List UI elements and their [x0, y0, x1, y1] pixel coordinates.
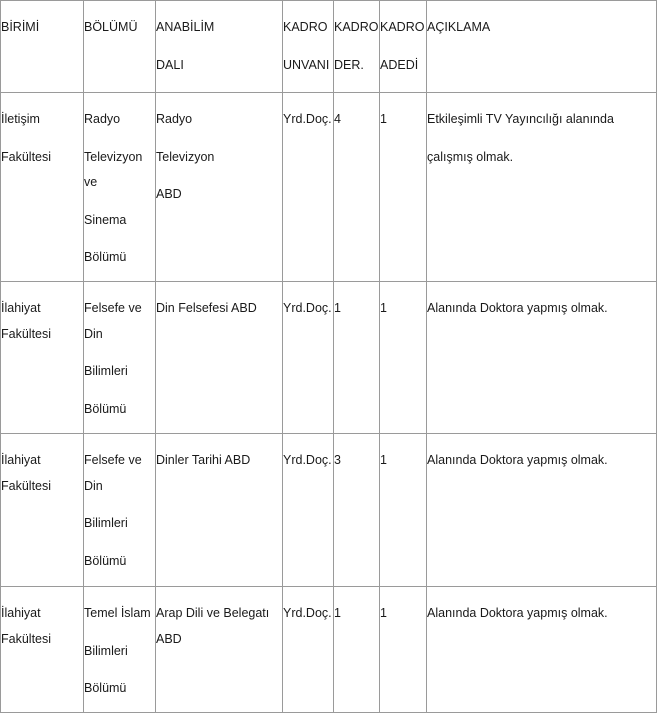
header-text: DALI [156, 57, 184, 72]
header-text: ADEDİ [380, 57, 419, 72]
cell-aciklama [427, 93, 657, 282]
cell-text: 3 [334, 453, 341, 467]
cell-text: İletişim [1, 112, 40, 126]
cell-birimi [1, 93, 84, 282]
header-anabilim [156, 1, 283, 93]
cell-anabilim [156, 282, 283, 434]
cell-text: Radyo [156, 112, 193, 126]
header-aciklama [427, 1, 657, 93]
header-text: DER. [334, 57, 364, 72]
cell-derece [334, 434, 380, 587]
cell-text: 1 [334, 606, 341, 620]
cell-text: Alanında Doktora yapmış olmak. [427, 301, 608, 315]
cell-text: ve [84, 175, 98, 189]
cell-text: Bilimleri [84, 643, 128, 658]
cell-text: Alanında Doktora yapmış olmak. [427, 606, 608, 620]
cell-bolumu [84, 93, 156, 282]
cell-text: Bölümü [84, 401, 127, 416]
cell-text: 1 [380, 112, 387, 126]
table-row [1, 93, 657, 282]
header-text: AÇIKLAMA [427, 20, 491, 34]
cell-text: İlahiyat [1, 301, 41, 315]
cell-text: ABD [156, 631, 182, 646]
cell-text: Yrd.Doç. [283, 453, 332, 467]
cell-text: ABD [156, 187, 182, 201]
cell-text: Etkileşimli TV Yayıncılığı alanında [427, 112, 614, 126]
cell-birimi [1, 587, 84, 713]
cell-adet [380, 282, 427, 434]
cell-anabilim [156, 93, 283, 282]
cell-text: Din [84, 326, 103, 341]
cell-text: 1 [380, 606, 387, 620]
cell-bolumu [84, 282, 156, 434]
table-row [1, 587, 657, 713]
cell-text: Felsefe ve [84, 301, 142, 315]
header-text: ANABİLİM [156, 20, 215, 34]
cell-text: Dinler Tarihi ABD [156, 453, 251, 467]
header-text: UNVANI [283, 57, 330, 72]
table-row [1, 434, 657, 587]
cell-adet [380, 587, 427, 713]
cell-bolumu [84, 587, 156, 713]
cell-unvan [283, 587, 334, 713]
cell-text: Yrd.Doç. [283, 606, 332, 620]
cell-bolumu [84, 434, 156, 587]
header-text: KADRO [283, 20, 328, 34]
cell-aciklama [427, 587, 657, 713]
cell-birimi [1, 282, 84, 434]
cell-text: çalışmış olmak. [427, 149, 514, 164]
header-adet [380, 1, 427, 93]
cell-text: Arap Dili ve Belegatı [156, 606, 270, 620]
cell-text: Bölümü [84, 681, 127, 695]
cell-text: Alanında Doktora yapmış olmak. [427, 453, 608, 467]
cell-text: Din [84, 478, 103, 493]
cell-text: İlahiyat [1, 606, 41, 620]
cell-unvan [283, 93, 334, 282]
header-bolumu [84, 1, 156, 93]
cell-aciklama [427, 282, 657, 434]
header-derece [334, 1, 380, 93]
header-text: BÖLÜMÜ [84, 20, 138, 34]
cell-text: Fakültesi [1, 149, 52, 164]
header-text: KADRO [380, 20, 425, 34]
header-unvan [283, 1, 334, 93]
cell-text: Temel İslam [84, 606, 151, 620]
table-row [1, 282, 657, 434]
cell-derece [334, 282, 380, 434]
cell-text: Felsefe ve [84, 453, 142, 467]
cell-anabilim [156, 434, 283, 587]
cell-adet [380, 93, 427, 282]
cell-text: Din Felsefesi ABD [156, 301, 257, 315]
cell-text: Fakültesi [1, 631, 52, 646]
cell-text: Yrd.Doç. [283, 301, 332, 315]
cell-adet [380, 434, 427, 587]
cell-text: 1 [380, 301, 387, 315]
cell-unvan [283, 434, 334, 587]
header-text: BİRİMİ [1, 20, 40, 34]
cell-derece [334, 587, 380, 713]
cell-text: Bilimleri [84, 516, 128, 530]
cell-derece [334, 93, 380, 282]
cell-text: 4 [334, 112, 341, 126]
cell-text: Televizyon [84, 149, 143, 164]
cell-text: Yrd.Doç. [283, 112, 332, 126]
cell-anabilim [156, 587, 283, 713]
cell-text: Bölümü [84, 250, 127, 264]
cell-text: Fakültesi [1, 326, 52, 341]
cell-text: Fakültesi [1, 478, 52, 493]
cell-unvan [283, 282, 334, 434]
cell-text: Televizyon [156, 149, 215, 164]
table-header-row [1, 1, 657, 93]
cell-text: İlahiyat [1, 453, 41, 467]
cell-text: Sinema [84, 212, 127, 227]
header-text: KADRO [334, 20, 379, 34]
cell-text: 1 [380, 453, 387, 467]
cell-text: Bilimleri [84, 364, 128, 378]
cell-birimi [1, 434, 84, 587]
header-birimi [1, 1, 84, 93]
cell-text: Radyo [84, 112, 121, 126]
cell-text: 1 [334, 301, 341, 315]
cell-aciklama [427, 434, 657, 587]
cell-text: Bölümü [84, 553, 127, 568]
